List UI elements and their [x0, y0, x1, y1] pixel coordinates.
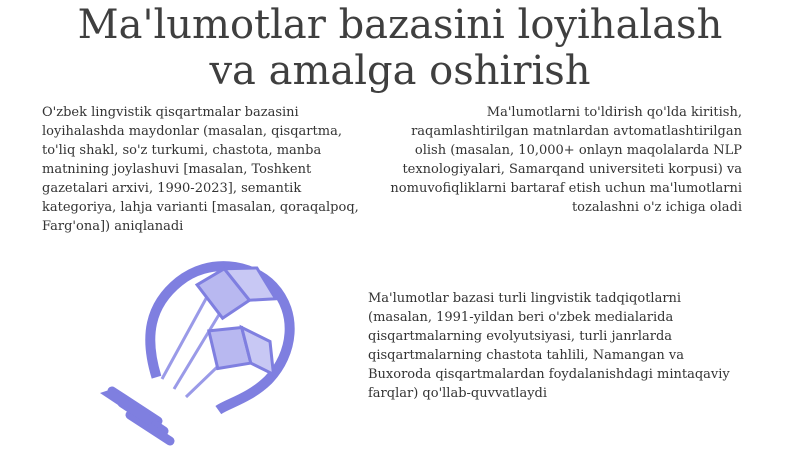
page-title — [0, 2, 800, 94]
right-text-block: Ma'lumotlarni to'ldirish qo'lda kiritish, raqamlashtirilgan matnlardan avtomatlashtirilgan olish (masalan, 10,000+ onlayn maqolalarda NLP texnologiyalari, Samarqand universiteti korpusi) va nomuvofiqliklarni bartaraf etish uchun ma'lumotlarni tozalashni o'z ichiga oladi — [390, 105, 742, 215]
left-text-block: O'zbek lingvistik qisqartmalar bazasini loyihalashda maydonlar (masalan, qisqartma, to'liq shakl, so'z turkumi, chastota, manba matnining joylashuvi [masalan, Toshkent gazetalari arxivi, 1990-2023], semantik kategoriya, lahja varianti [masalan, qoraqalpoq, Farg'ona]) aniqlanadi — [42, 105, 359, 234]
lightbulb-book-icon — [100, 253, 310, 449]
title-line-1: Ma'lumotlar bazasini loyihalash — [77, 2, 723, 48]
bottom-text-block: Ma'lumotlar bazasi turli lingvistik tadqiqotlarni (masalan, 1991-yildan beri o'zbek medialarida qisqartmalarning evolyutsiyasi, turli janrlarda qisqartmalarning chastota tahlili, Namangan va Buxoroda qisqartmalardan foydalanishdagi mintaqaviy farqlar) qo'llab-quvvatlaydi — [368, 291, 730, 401]
title-line-2: va amalga oshirish — [209, 48, 591, 94]
